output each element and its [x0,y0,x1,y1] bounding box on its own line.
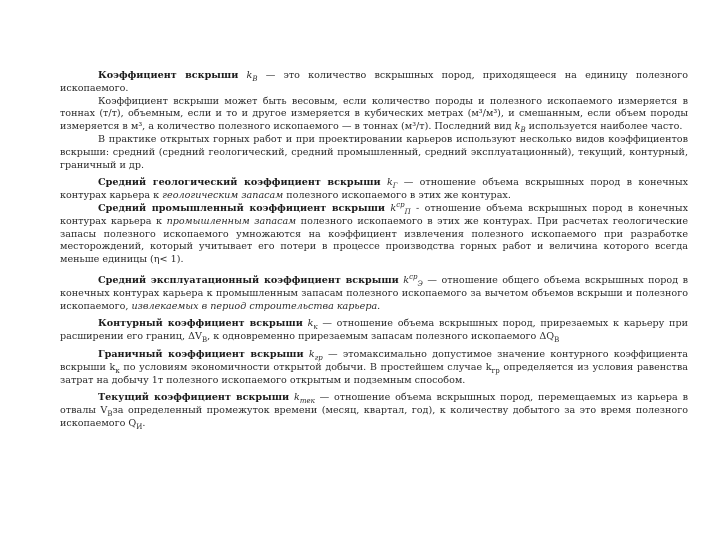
symbol-kp: $k^{ср}_П$ [390,200,411,216]
symbol-kv: $k_В$ [246,70,258,83]
symbol-kk: $k_к$ [307,318,318,332]
document-page [60,70,688,490]
paragraph-definition: Коэффициент вскрыши $k_В$ — это количество вскрышных пород, приходящееся на единицу полезного ископаемого. [60,70,688,94]
paragraph-geological: Средний геологический коэффициент вскрыши $k_Г$ — отношение объема вскрышных пород в конечных контурах карьера к геологическим запасам полезного ископаемого в этих же контурах. [60,177,688,202]
symbol-kg: $k_Г$ [386,177,398,191]
symbol-ktek: $k_{тек}$ [294,392,315,406]
paragraph-practice: В практике открытых горных работ и при проектировании карьеров используют несколько видов коэффициентов вскрыши: средний (средний геологический, средний промышленный, средний эксплуатационный), текущий, контурный, граничный и др. [60,133,688,171]
symbol-ke: $k^{ср}_Э$ [403,272,423,288]
term-contour: Контурный коэффициент вскрыши [98,318,303,330]
paragraph-boundary: Граничный коэффициент вскрыши $k_{гр}$ — этомаксимально допустимое значение контурного коэффициента вскрыши $k_к$ по условиям экономичности открытой добычи. В простейшем случае $k_{гр}$ определяется из условия равенства затрат на добычу 1т полезного ископаемого открытым и подземным способом. [60,348,688,386]
term-boundary: Граничный коэффициент вскрыши [98,348,304,360]
term-industrial: Средний промышленный коэффициент вскрыши [98,202,386,214]
term-geological: Средний геологический коэффициент вскрыши [98,177,381,189]
symbol-kgr: $k_{гр}$ [308,348,323,362]
paragraph-contour: Контурный коэффициент вскрыши $k_к$ — отношение объема вскрышных пород, прирезаемых к карьеру при расширении его границ, $\Delta V_В$, к одновременно прирезаемым запасам полезного ископаемого $\Delta Q_В$ [60,318,688,345]
term-operational: Средний эксплуатационный коэффициент вскрыши [98,274,399,286]
symbol-kv: $k_В$ [514,121,526,135]
paragraph-types: Коэффициент вскрыши может быть весовым, если количество породы и полезного ископаемого измеряется в тоннах (т/т), объемным, если и то и другое измеряется в кубических метрах (м³/м³), и смешанным, если объем породы измеряется в м³, а количество полезного ископаемого — в тоннах (м³/т). Последний вид $k_В$ используется наиболее часто. [60,95,688,135]
paragraph-current: Текущий коэффициент вскрыши $k_{тек}$ — отношение объема вскрышных пород, перемещаемых из карьера в отвалы $V_Вза$ определенный промежуток времени (месяц, квартал, год), к количеству добытого за это время полезного ископаемого $Q_И$. [60,392,688,431]
term-current: Текущий коэффициент вскрыши [98,392,290,404]
paragraph-operational: Средний эксплуатационный коэффициент вскрыши $k^{ср}_Э$ — отношение общего объема вскрышных пород в конечных контурах карьера к промышленным запасам полезного ископаемого за вычетом объемов вскрыши и полезного ископаемого, извлекаемых в период строительства карьера. [60,272,688,312]
paragraph-industrial: Средний промышленный коэффициент вскрыши $k^{ср}_П$ - отношение объема вскрышных пород в конечных контурах карьера к промышленным запасам полезного ископаемого в этих же контурах. При расчетах геологические запасы полезного ископаемого умножаются на коэффициент извлечения полезного ископаемого при разработке месторождений, который учитывает его потери в процессе производства горных работ и величина которого всегда меньше единицы (η< 1). [60,200,688,266]
term-stripping-ratio: Коэффициент вскрыши [98,70,239,81]
